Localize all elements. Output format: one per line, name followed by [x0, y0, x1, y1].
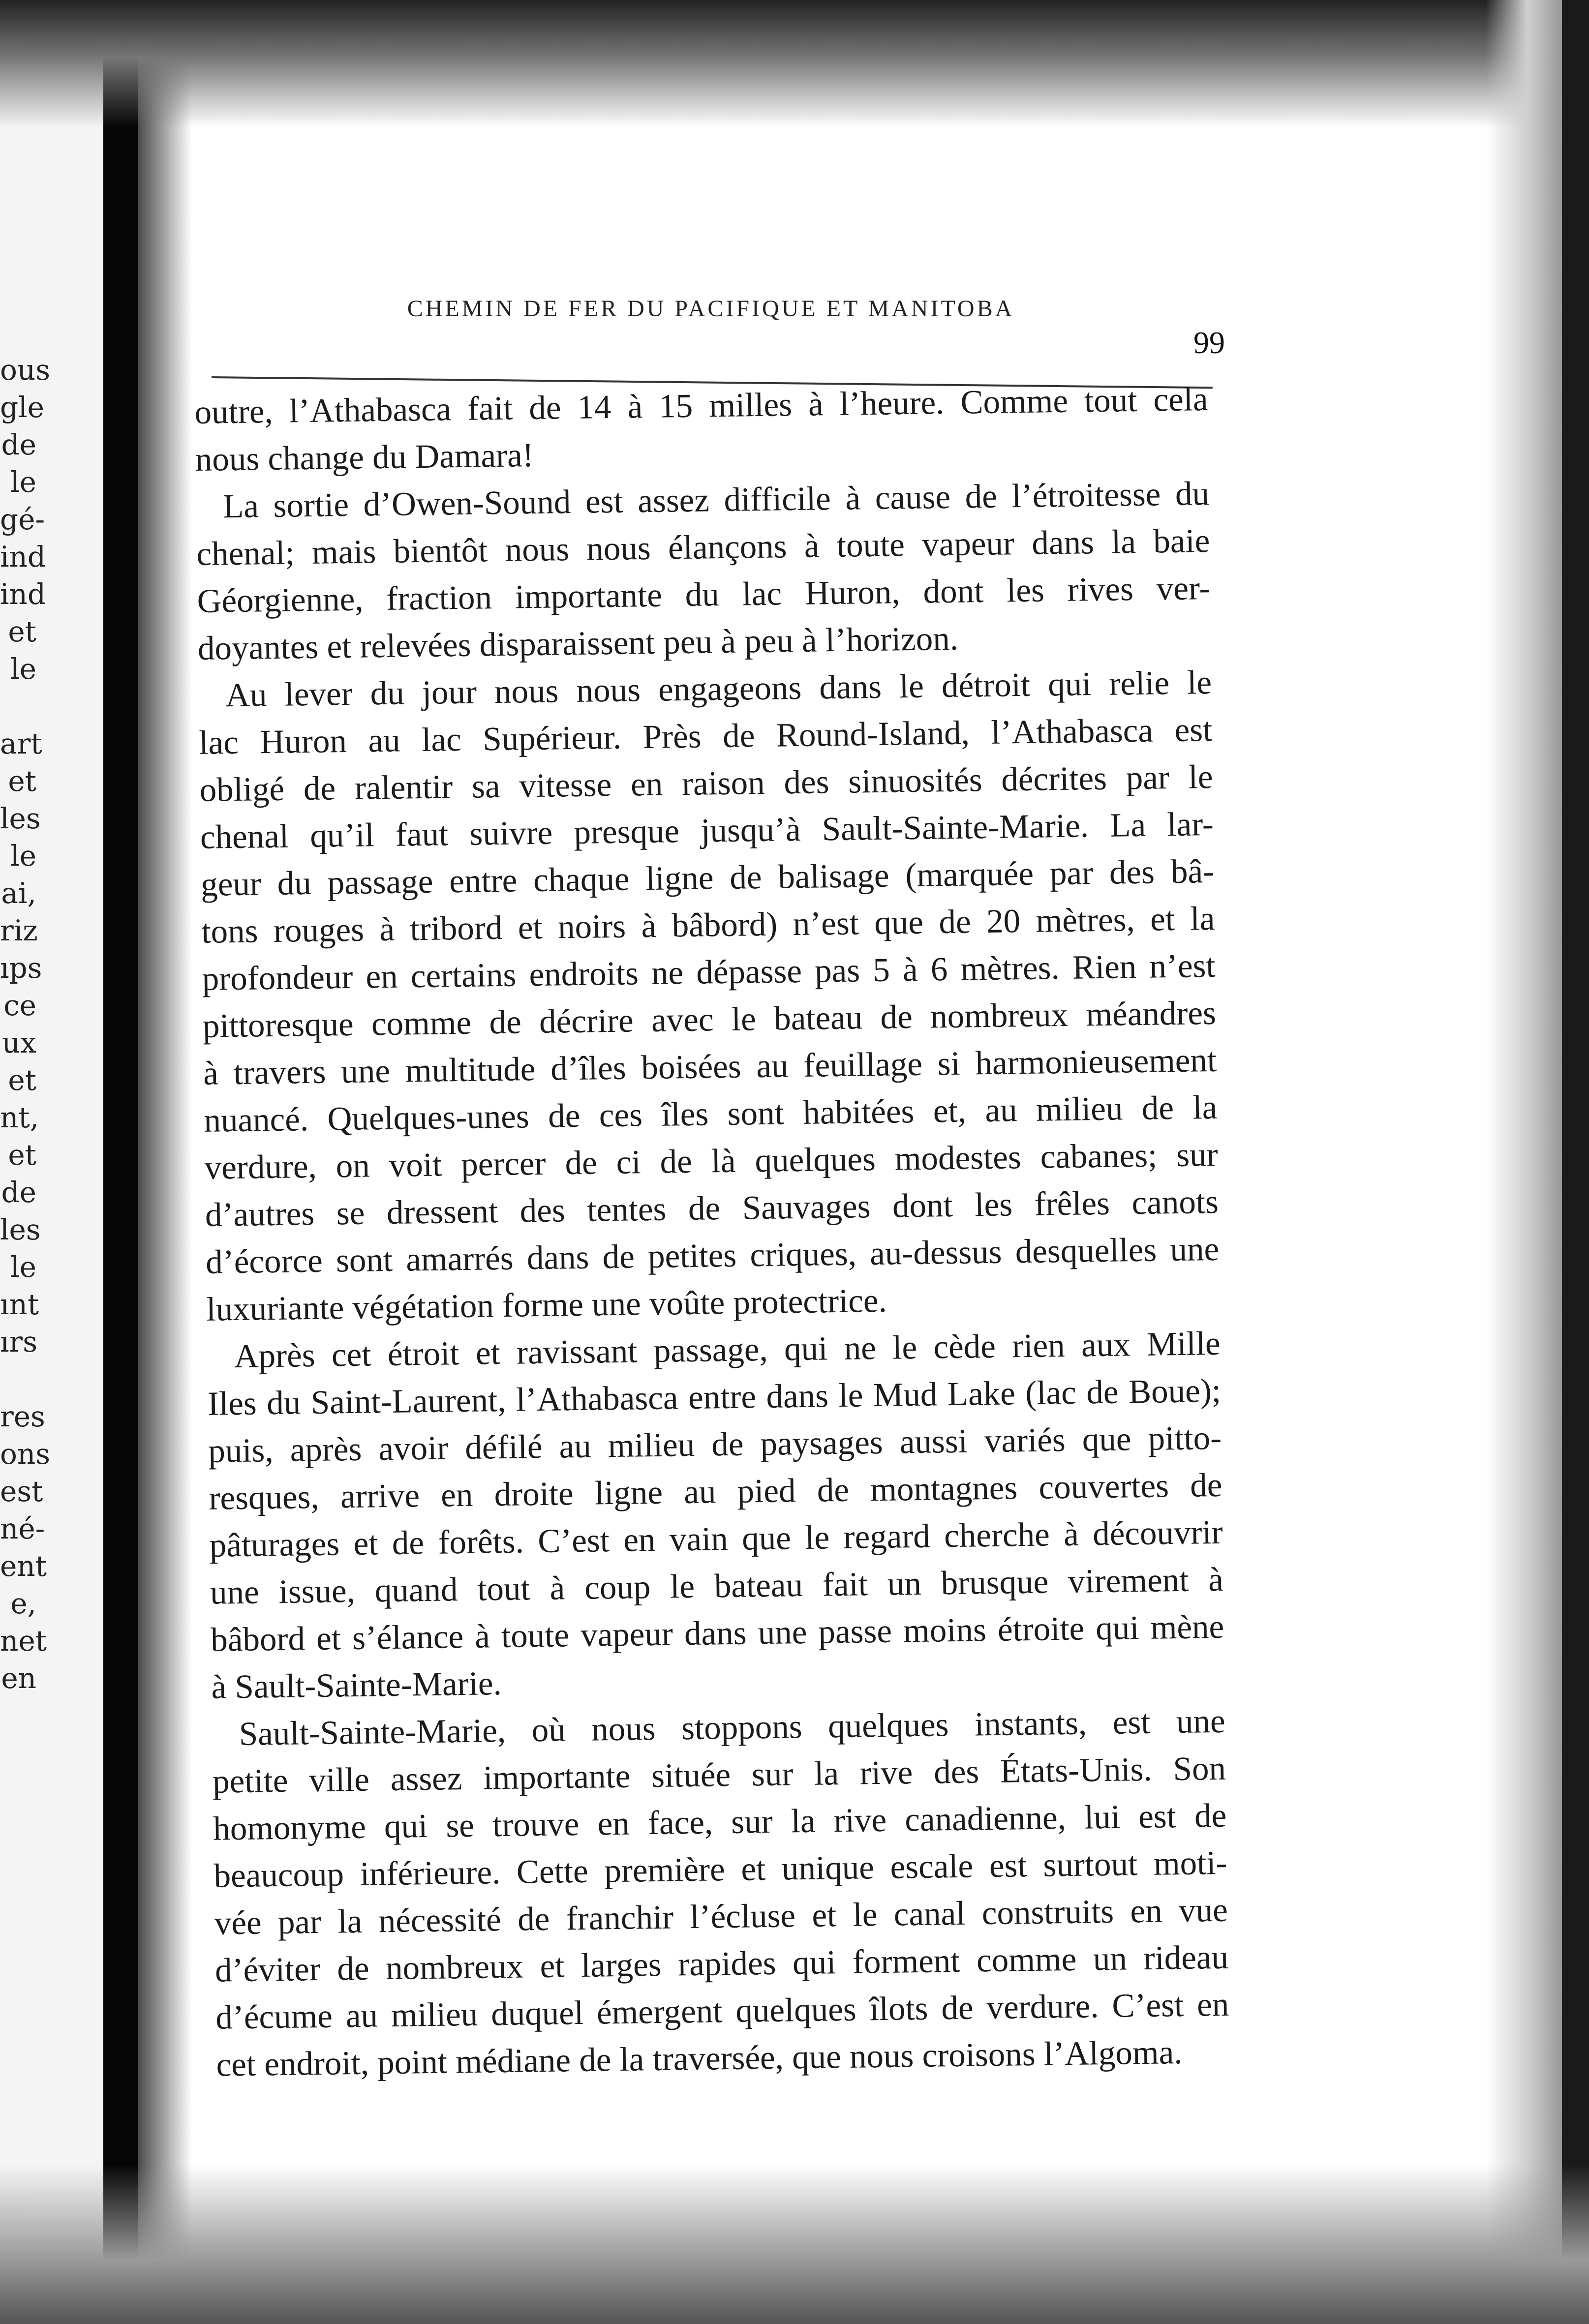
facing-page-fragment: res [0, 1400, 45, 1433]
facing-page-fragment: et [8, 1138, 36, 1172]
text-line: nuancé. Quelques-unes de ces îles sont habitées et, au milieu de la [203, 1088, 1218, 1139]
text-line: à travers une multitude d’îles boisées au feuillage si harmonieusement [203, 1041, 1217, 1092]
facing-page-fragment: ınt [0, 1288, 39, 1321]
text-line: d’écorce sont amarrés dans de petites criques, au-dessus desquelles une [205, 1230, 1220, 1281]
binding-gutter [103, 0, 138, 2324]
facing-page-fragment: ind [0, 540, 46, 573]
facing-page-fragment: le [10, 652, 36, 686]
text-line: doyantes et relevées disparaissent peu à peu à l’horizon. [197, 619, 959, 667]
running-head: CHEMIN DE FER DU PACIFIQUE ET MANITOBA [407, 296, 1015, 322]
gutter-shadow [138, 0, 192, 2324]
facing-page-fragment: le [10, 1250, 36, 1284]
text-line: lac Huron au lac Supérieur. Près de Round-Island, l’Athabasca est [198, 710, 1213, 761]
facing-page-fragment: art [0, 727, 42, 760]
facing-page-fragment: de [1, 1176, 36, 1209]
text-line: bâbord et s’élance à toute vapeur dans une passe moins étroite qui mène [210, 1607, 1224, 1659]
facing-page-fragment [0, 688, 39, 725]
text-line: d’écume au milieu duquel émergent quelques îlots de verdure. C’est en [215, 1985, 1229, 2036]
facing-page-fragment: gle [0, 391, 45, 424]
facing-page-fragment: et [8, 764, 36, 798]
text-line: nous change du Damara! [195, 436, 534, 478]
text-line: d’éviter de nombreux et larges rapides qui forment comme un rideau [214, 1938, 1229, 1989]
text-line: pâturages et de forêts. C’est en vain que le regard cherche à découvrir [209, 1513, 1223, 1564]
text-line: petite ville assez importante située sur la rive des États-Unis. Son [212, 1749, 1226, 1800]
text-line: d’autres se dressent des tentes de Sauvages dont les frêles canots [205, 1182, 1219, 1234]
text-line: obligé de ralentir sa vitesse en raison des sinuosités décrites par le [199, 757, 1214, 809]
facing-page-fragment: et [8, 615, 36, 648]
text-line: luxuriante végétation forme une voûte protectrice. [206, 1281, 887, 1328]
text-line: une issue, quand tout à coup le bateau fait un brusque virement à [210, 1560, 1224, 1611]
scan-bottom-border [0, 2164, 1589, 2324]
facing-page-fragment: ons [0, 1437, 51, 1471]
text-line: puis, après avoir défilé au milieu de paysages aussi variés que pitto- [208, 1419, 1222, 1470]
facing-page-fragment: ai, [1, 876, 36, 910]
facing-page-fragment: riz [0, 914, 38, 947]
text-line: homonyme qui se trouve en face, sur la rive canadienne, lui est de [213, 1796, 1227, 1847]
text-line: à Sault-Sainte-Marie. [211, 1664, 502, 1706]
text-line: chenal qu’il faut suivre presque jusqu’à Sault-Sainte-Marie. La lar- [200, 805, 1214, 856]
facing-page-fragment: les [0, 802, 41, 835]
facing-page-fragment: ırs [0, 1325, 38, 1358]
facing-page-fragment: ce [3, 989, 36, 1022]
text-line: La sortie d’Owen-Sound est assez difficile à cause de l’étroitesse du [222, 475, 1210, 525]
facing-page-line-endings [0, 351, 51, 1697]
facing-page-fragment: nt, [0, 1101, 39, 1134]
text-line: profondeur en certains endroits ne dépasse pas 5 à 6 mètres. Rien n’est [202, 946, 1216, 997]
text-line: verdure, on voit percer de ci de là quelques modestes cabanes; sur [204, 1135, 1219, 1186]
text-line: vée par la nécessité de franchir l’écluse et le canal construits en vue [214, 1891, 1228, 1942]
facing-page-fragment: le [10, 465, 36, 499]
facing-page-fragment: e, [10, 1587, 36, 1620]
text-line: tons rouges à tribord et noirs à bâbord) n’est que de 20 mètres, et la [201, 899, 1215, 950]
scan-right-edge [1562, 0, 1589, 2324]
facing-page-fragment: net [0, 1624, 47, 1658]
facing-page-fragment: gé- [0, 503, 45, 536]
facing-page-fragment: le [10, 839, 36, 873]
facing-page-fragment: de [1, 428, 36, 461]
text-line: beaucoup inférieure. Cette première et unique escale est surtout moti- [214, 1843, 1227, 1895]
facing-page-fragment: est [0, 1475, 43, 1508]
facing-page-fragment [0, 1360, 39, 1398]
text-line: resques, arrive en droite ligne au pied de montagnes couvertes de [209, 1466, 1222, 1517]
scan-top-border [0, 0, 1589, 128]
text-line: outre, l’Athabasca fait de 14 à 15 milles à l’heure. Comme tout cela [194, 380, 1208, 431]
text-line: Iles du Saint-Laurent, l’Athabasca entre dans le Mud Lake (lac de Boue); [207, 1371, 1222, 1422]
facing-page-fragment: les [0, 1213, 41, 1246]
facing-page-fragment: en [1, 1661, 36, 1695]
text-line: Au lever du jour nous nous engageons dans le détroit qui relie le [225, 663, 1212, 714]
page-number: 99 [1193, 325, 1225, 360]
text-line: Sault-Sainte-Marie, où nous stoppons quelques instants, est une [239, 1702, 1226, 1753]
text-line: pittoresque comme de décrire avec le bateau de nombreux méandres [202, 994, 1217, 1045]
text-line: geur du passage entre chaque ligne de balisage (marquée par des bâ- [200, 852, 1215, 903]
facing-page-fragment: ıps [0, 951, 42, 985]
text-line: Géorgienne, fraction importante du lac Huron, dont les rives ver- [197, 569, 1211, 620]
facing-page-fragment: et [8, 1063, 36, 1097]
text-line: cet endroit, point médiane de la traversée, que nous croisons l’Algoma. [216, 2033, 1183, 2083]
facing-page-fragment: ent [0, 1549, 47, 1583]
text-line: chenal; mais bientôt nous nous élançons à toute vapeur dans la baie [196, 522, 1210, 573]
body-text [194, 375, 1229, 2083]
facing-page-fragment: ind [0, 577, 46, 611]
facing-page-fragment: ux [1, 1026, 36, 1059]
facing-page-fragment: né- [0, 1512, 45, 1545]
facing-page-fragment: ous [0, 353, 51, 387]
text-line: Après cet étroit et ravissant passage, qui ne le cède rien aux Mille [234, 1324, 1221, 1375]
